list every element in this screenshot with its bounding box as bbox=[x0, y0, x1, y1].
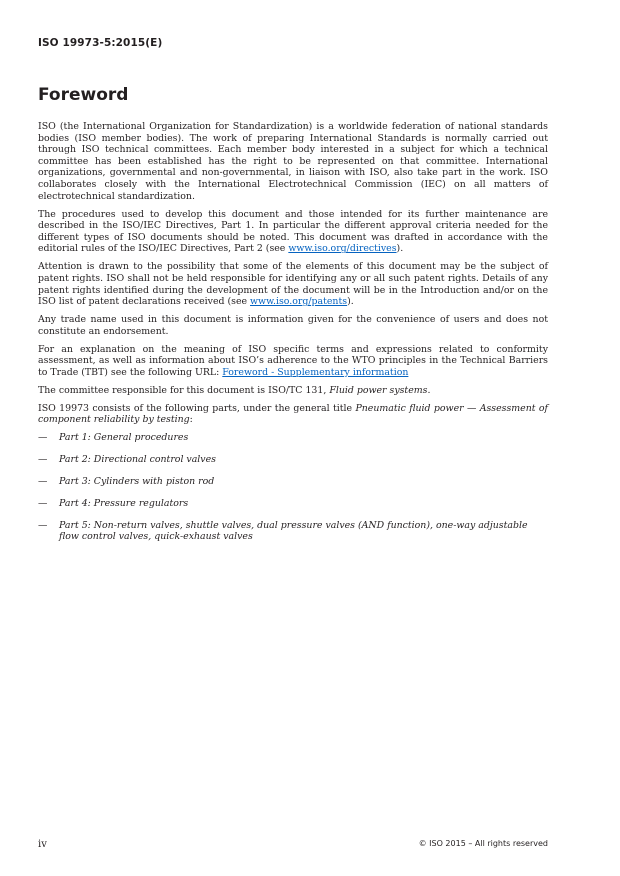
paragraph-patents bbox=[38, 261, 548, 307]
general-title: Pneumatic fluid power — Assessment of component reliability by testing bbox=[38, 402, 548, 426]
list-item bbox=[38, 476, 548, 488]
paragraph-procedures-end: ). bbox=[396, 243, 404, 255]
paragraph-conformity bbox=[38, 344, 548, 379]
list-item bbox=[38, 498, 548, 510]
page-title: Foreword bbox=[38, 85, 129, 105]
paragraph-committee-end: . bbox=[427, 384, 431, 396]
list-item-text: Part 5: Non-return valves, shuttle valves, dual pressure valves (AND function), one-way adjustable flow control valves, quick-exhaust valves bbox=[59, 519, 528, 543]
paragraph-committee-text: The committee responsible for this document is ISO/TC 131, bbox=[38, 384, 330, 396]
paragraph-conformity-text: For an explanation on the meaning of ISO specific terms and expressions related to conformity assessment, as well as information about ISO’s adherence to the WTO principles in the Technical Barriers to Trade (TBT) see the following URL: bbox=[38, 343, 548, 378]
foreword-body bbox=[38, 121, 548, 553]
patents-link[interactable]: www.iso.org/patents bbox=[250, 296, 348, 308]
document-id-header: ISO 19973-5:2015(E) bbox=[38, 37, 163, 49]
directives-link[interactable]: www.iso.org/directives bbox=[288, 243, 397, 255]
paragraph-parts-intro bbox=[38, 403, 548, 426]
committee-title: Fluid power systems bbox=[329, 384, 428, 396]
paragraph-patents-end: ). bbox=[347, 296, 354, 308]
paragraph-patents-text: Attention is drawn to the possibility that some of the elements of this document may be the subject of patent rights. ISO shall not be held responsible for identifying any or all such patent rights. Details of any patent rights identified during the development of the document will be in the Introduction and/or on the ISO list of patent declarations received (see bbox=[38, 261, 548, 308]
list-item-text: Part 2: Directional control valves bbox=[59, 454, 216, 466]
paragraph-committee bbox=[38, 385, 548, 397]
list-item-text: Part 1: General procedures bbox=[59, 432, 189, 444]
paragraph-parts-intro-end: : bbox=[189, 414, 193, 426]
parts-list bbox=[38, 432, 548, 542]
paragraph-parts-intro-text: ISO 19973 consists of the following parts, under the general title bbox=[38, 402, 356, 414]
list-dash: — bbox=[38, 475, 48, 487]
list-item-text: Part 4: Pressure regulators bbox=[59, 497, 189, 509]
list-item bbox=[38, 520, 548, 543]
list-dash: — bbox=[38, 454, 48, 466]
list-dash: — bbox=[38, 519, 48, 531]
page-number: iv bbox=[38, 839, 47, 850]
page-footer bbox=[38, 839, 548, 850]
copyright-notice: © ISO 2015 – All rights reserved bbox=[418, 839, 548, 848]
list-item bbox=[38, 432, 548, 444]
paragraph-procedures bbox=[38, 209, 548, 255]
list-item bbox=[38, 454, 548, 466]
supplementary-info-link[interactable]: Foreword - Supplementary information bbox=[222, 366, 409, 378]
list-dash: — bbox=[38, 497, 48, 509]
list-item-text: Part 3: Cylinders with piston rod bbox=[59, 475, 215, 487]
paragraph-iso-intro: ISO (the International Organization for Standardization) is a worldwide federation of national standards bodies (ISO member bodies). The work of preparing International Standards is normally carried out through ISO technical committees. Each member body interested in a subject for which a technical committee has been established has the right to be represented on that committee. International organizations, governmental and non-governmental, in liaison with ISO, also take part in the work. ISO collaborates closely with the International Electrotechnical Commission (IEC) on all matters of electrotechnical standardization. bbox=[38, 121, 548, 202]
list-dash: — bbox=[38, 432, 48, 444]
paragraph-trade-name: Any trade name used in this document is information given for the convenience of users and does not constitute an endorsement. bbox=[38, 314, 548, 337]
paragraph-procedures-text: The procedures used to develop this document and those intended for its further maintenance are described in the ISO/IEC Directives, Part 1. In particular the different approval criteria needed for the different types of ISO documents should be noted. This document was drafted in accordance with the editorial rules of the ISO/IEC Directives, Part 2 (see bbox=[38, 208, 548, 255]
